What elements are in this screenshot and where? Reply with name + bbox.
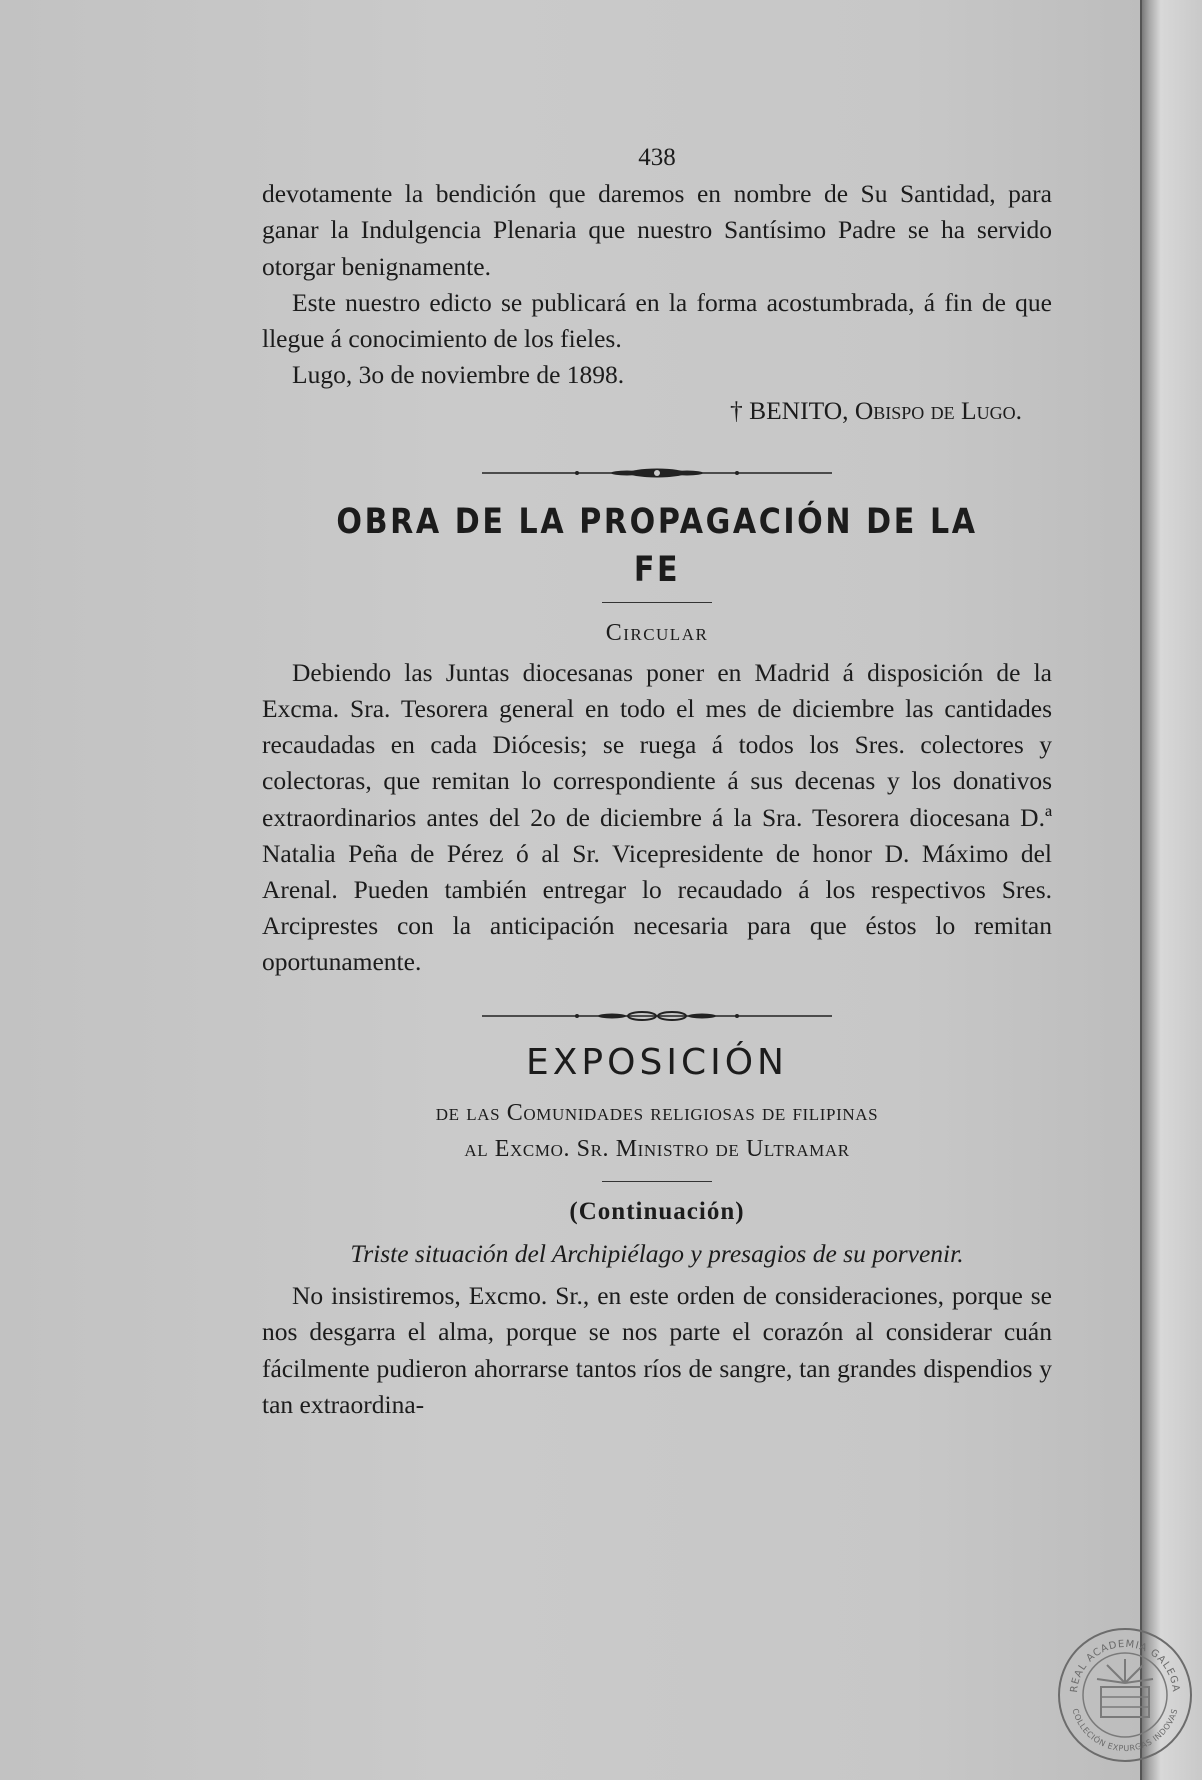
divider-rule xyxy=(602,1181,712,1182)
section-heading: Triste situación del Archipiélago y presagios de su porvenir. xyxy=(350,1239,964,1269)
stamp-text-bottom: COLLECIÓN EXPURGAS INDOVAS xyxy=(1070,1707,1180,1754)
edict-paragraph-1: devotamente la bendición que daremos en nombre de Su Santidad, para ganar la Indulgencia Plenaria que nuestro Santísimo Padre se ha servido otorgar benignamente. xyxy=(262,179,1052,281)
signature: † BENITO, Obispo de Lugo. xyxy=(729,396,1022,426)
ornament-divider-icon xyxy=(482,466,832,480)
stamp-text-top: REAL ACADEMIA GALEGA xyxy=(1068,1638,1182,1694)
place-date: Lugo, 3o de noviembre de 1898. xyxy=(292,360,625,390)
exposicion-subtitle-2: al Excmo. Sr. Ministro de Ultramar xyxy=(464,1135,850,1162)
exposicion-title: EXPOSICIÓN xyxy=(526,1041,788,1083)
svg-text:COLLECIÓN EXPURGAS INDOVAS xyxy=(1070,1708,1179,1754)
book-gutter xyxy=(1140,0,1202,1780)
exposicion-body: No insistiremos, Excmo. Sr., en este orden de consideraciones, porque se nos desgarra el alma, porque se nos parte el corazón al considerar cuán fácilmente pudieron ahorrarse tantos ríos de sangre, tan grandes dispendios y tan extraordina- xyxy=(262,1281,1052,1419)
continuation-label: (Continuación) xyxy=(569,1197,745,1225)
page-text xyxy=(262,140,1052,1423)
circular-label: Circular xyxy=(605,619,709,646)
page-number: 438 xyxy=(638,144,676,171)
obra-title: OBRA DE LA PROPAGACIÓN DE LA FE xyxy=(336,501,978,590)
library-stamp-icon xyxy=(1055,1625,1195,1765)
exposicion-subtitle-1: de las Comunidades religiosas de filipinas xyxy=(435,1099,879,1126)
ornament-divider-icon xyxy=(482,1009,832,1023)
obra-body: Debiendo las Juntas diocesanas poner en Madrid á disposición de la Excma. Sra. Tesorera general en todo el mes de diciembre las cantidades recaudadas en cada Diócesis; se ruega á todos los Sres. colectores y colectoras, que remitan lo correspondiente á sus decenas y los donativos extraordinarios antes del 2o de diciembre á la Sra. Tesorera diocesana D.ª Natalia Peña de Pérez ó al Sr. Vicepresidente de honor D. Máximo del Arenal. Pueden también entregar lo recaudado á los respectivos Sres. Arciprestes con la anticipación necesaria para que éstos lo remitan oportunamente. xyxy=(262,657,1052,977)
edict-paragraph-2: Este nuestro edicto se publicará en la forma acostumbrada, á fin de que llegue á conocimiento de los fieles. xyxy=(262,287,1052,354)
divider-rule xyxy=(602,602,712,603)
